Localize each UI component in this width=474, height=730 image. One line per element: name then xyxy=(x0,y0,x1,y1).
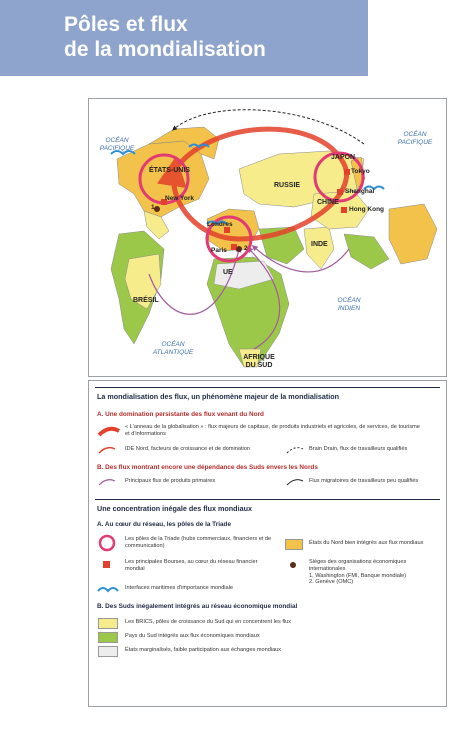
label-new-york: New York xyxy=(165,195,195,202)
label-hong-kong: Hong Kong xyxy=(349,206,385,213)
swatch-marginal xyxy=(98,646,118,657)
label-japan: JAPON xyxy=(331,154,356,161)
label-shanghai: Shanghai xyxy=(345,188,375,195)
map-legend xyxy=(88,380,447,707)
legend-intl-hq-2: 2. Genève (OMC) xyxy=(309,579,354,586)
world-map xyxy=(88,98,447,377)
exchange-tokyo xyxy=(344,169,350,175)
label-south-africa: AFRIQUE DU SUD xyxy=(243,354,275,369)
legend-ide: IDE Nord, facteurs de croissance et de domination xyxy=(125,446,250,452)
legend-migrations: Flux migratoires de travailleurs peu qualifiés xyxy=(309,478,419,484)
legend-rule-1 xyxy=(95,387,440,388)
hq-geneva xyxy=(236,246,242,252)
swatch-triad-pole xyxy=(98,534,116,552)
legend-section-1-title: La mondialisation des flux, un phénomène majeur de la mondialisation xyxy=(97,392,340,401)
title-line-2: de la mondialisation xyxy=(64,38,266,61)
ocean-pacific-left: OCÉAN PACIFIQUE xyxy=(99,137,135,152)
swatch-north-integrated xyxy=(285,539,303,550)
legend-brain-drain: Brain Drain, flux de travailleurs qualifiés xyxy=(309,446,408,452)
legend-north-integrated: États du Nord bien intégrés aux flux mondiaux xyxy=(309,540,424,546)
ocean-indian: OCÉAN INDIEN xyxy=(337,297,361,312)
legend-south-integrated: Pays du Sud intégrés aux flux économiques mondiaux xyxy=(125,633,260,639)
swatch-intl-hq xyxy=(290,562,296,568)
label-london: Londres xyxy=(207,221,233,228)
legend-section-2-title: Une concentration inégale des flux mondiaux xyxy=(97,504,252,513)
legend-sub-b1: B. Des flux montrant encore une dépendance des Suds envers les Nords xyxy=(97,464,318,471)
legend-intl-hq-1: 1. Washington (FMI, Banque mondiale) xyxy=(309,572,407,579)
legend-stock-exchanges: Les principales Bourses, au cœur du réseau financier mondial xyxy=(125,559,258,572)
label-paris: Paris xyxy=(211,247,227,254)
map-canvas xyxy=(89,99,446,376)
legend-primary-products: Principaux flux de produits primaires xyxy=(125,478,216,484)
exchange-hong-kong xyxy=(341,207,347,213)
label-china: CHINE xyxy=(317,199,339,206)
legend-marginal: États marginalisés, faible participation aux échanges mondiaux xyxy=(125,647,282,653)
ocean-pacific-right: OCÉAN PACIFIQUE xyxy=(397,131,433,146)
label-india: INDE xyxy=(311,241,328,248)
legend-triad-poles: Les pôles de la Triade (hubs commerciaux, financiers et de communication) xyxy=(125,536,272,549)
page-title xyxy=(64,12,266,62)
ocean-atlantic: OCÉAN ATLANTIQUE xyxy=(152,341,194,356)
label-hq-2: 2 xyxy=(244,245,248,252)
swatch-south-integrated xyxy=(98,632,118,643)
swatch-brain-drain xyxy=(285,445,305,455)
legend-sub-a1: A. Une domination persistante des flux venant du Nord xyxy=(97,411,264,418)
label-russia: RUSSIE xyxy=(274,182,301,189)
label-tokyo: Tokyo xyxy=(351,168,370,175)
label-usa: ÉTATS-UNIS xyxy=(149,167,190,174)
swatch-migrations xyxy=(285,477,305,487)
legend-sub-b2: B. Des Suds inégalement intégrés au réseau économique mondial xyxy=(97,603,298,610)
legend-ring-flows: « L'anneau de la globalisation » : flux majeurs de capitaux, de produits industriels et agricoles, de services, de tourisme et d'informations xyxy=(125,424,420,437)
exchange-shanghai xyxy=(337,189,343,195)
legend-sub-a2: A. Au cœur du réseau, les pôles de la Triade xyxy=(97,521,232,528)
swatch-brics xyxy=(98,618,118,629)
title-line-1: Pôles et flux xyxy=(64,13,188,36)
swatch-ring-flow xyxy=(97,425,121,439)
label-eu: UE xyxy=(223,269,233,276)
title-banner xyxy=(0,0,368,76)
swatch-ide xyxy=(97,445,117,455)
legend-intl-hq xyxy=(309,559,444,586)
swatch-maritime xyxy=(97,584,119,593)
swatch-primary-products xyxy=(97,477,117,487)
label-brazil: BRÉSIL xyxy=(133,297,159,304)
legend-maritime: Interfaces maritimes d'importance mondiale xyxy=(125,585,234,591)
label-hq-1: 1 xyxy=(151,204,155,211)
legend-intl-hq-title: Sièges des organisations économiques internationales xyxy=(309,559,407,572)
legend-brics: Les BRICS, pôles de croissance du Sud qui en concentrent les flux xyxy=(125,619,292,625)
legend-rule-2 xyxy=(95,499,440,500)
swatch-stock-exchange xyxy=(103,561,110,568)
